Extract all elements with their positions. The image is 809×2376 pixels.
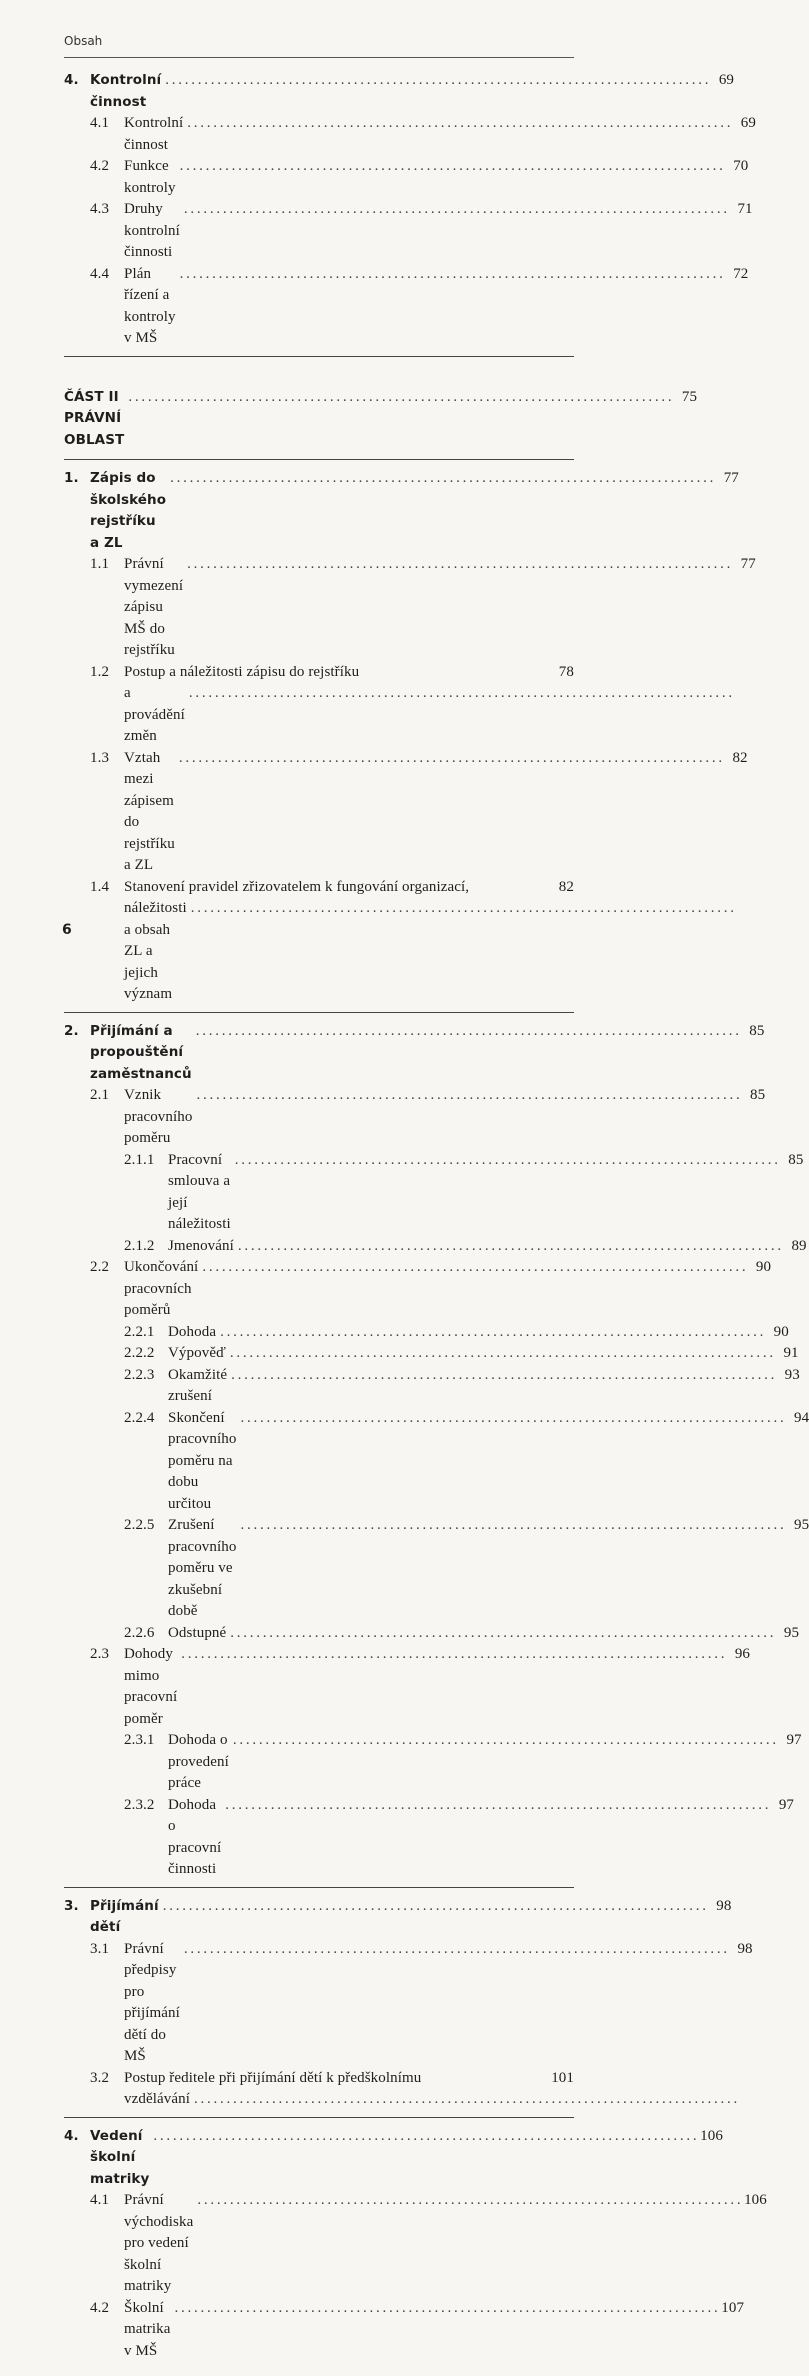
- entry-page: 77: [740, 556, 756, 572]
- toc-entry[interactable]: [64, 1644, 751, 1730]
- dot-leader: [196, 1021, 739, 1043]
- entry-title: Funkce kontroly: [124, 158, 176, 196]
- toc-entry[interactable]: [64, 1343, 799, 1365]
- entry-title: Skončení pracovního poměru na dobu určitou: [168, 1409, 237, 1512]
- entry-title-line: Postup a náležitosti zápisu do rejstříku: [124, 663, 360, 680]
- dot-leader: [220, 1322, 763, 1344]
- toc-entry[interactable]: [64, 1257, 772, 1322]
- toc-entry[interactable]: [64, 2126, 723, 2191]
- toc-entry[interactable]: [64, 2190, 767, 2298]
- entry-number: 2.2.2: [124, 1345, 155, 1361]
- entry-number: 4.: [64, 72, 79, 88]
- entry-title: Okamžité zrušení: [168, 1366, 228, 1404]
- entry-page: 71: [737, 201, 753, 217]
- header-rule: [64, 57, 574, 58]
- entry-page: 72: [733, 265, 749, 282]
- dot-leader: [179, 748, 722, 770]
- entry-title: Odstupné: [168, 1624, 227, 1641]
- entry-number: 2.2.6: [124, 1624, 155, 1641]
- entry-number: 4.: [64, 2127, 79, 2144]
- toc-entry[interactable]: [64, 1408, 809, 1516]
- entry-page: 82: [558, 878, 574, 895]
- entry-page: 97: [778, 1796, 795, 1813]
- entry-title: Dohody mimo pracovní poměr: [124, 1646, 178, 1727]
- entry-page: 78: [558, 663, 574, 680]
- dot-leader: [163, 1896, 706, 1918]
- entry-number: 2.1.2: [124, 1237, 155, 1254]
- entry-number: 3.2: [90, 2069, 110, 2086]
- entry-number: 4.1: [90, 115, 110, 131]
- entry-number: 2.1.1: [124, 1151, 155, 1168]
- toc-entry[interactable]: [64, 1623, 800, 1645]
- entry-page: 101: [551, 2069, 574, 2086]
- entry-page: 93: [784, 1366, 800, 1383]
- page-number: 6: [62, 922, 72, 938]
- dot-leader: [180, 264, 723, 286]
- entry-title-line: náležitosti a obsah ZL a jejich význam: [124, 900, 187, 1002]
- entry-page: 90: [755, 1259, 772, 1275]
- table-of-contents: [64, 70, 809, 2376]
- dot-leader: [180, 156, 723, 178]
- entry-title-line: vzdělávání: [124, 2091, 190, 2107]
- entry-number: 2.: [64, 1022, 79, 1039]
- entry-page: 75: [681, 388, 698, 405]
- entry-title: Dohoda o pracovní činnosti: [168, 1796, 222, 1877]
- entry-title: Jmenování: [168, 1237, 234, 1254]
- entry-page: 89: [791, 1237, 807, 1254]
- entry-title-line: Stanovení pravidel zřizovatelem k fungování organizací,: [124, 878, 470, 895]
- entry-title: Plán řízení a kontroly v MŠ: [124, 265, 176, 346]
- dot-leader: [230, 1343, 773, 1365]
- entry-number: 2.3.1: [124, 1732, 155, 1748]
- entry-title: Právní východiska pro vedení školní matriky: [124, 2192, 194, 2294]
- dot-leader: [191, 898, 734, 920]
- toc-entry[interactable]: [64, 554, 756, 662]
- dot-leader: [240, 1515, 783, 1537]
- toc-chapter-skolni-matrika: [64, 2126, 767, 2369]
- entry-page: 70: [733, 158, 749, 174]
- entry-title: Ukončování pracovních poměrů: [124, 1259, 199, 1318]
- toc-entry[interactable]: [64, 2068, 574, 2111]
- entry-page: 94: [794, 1409, 809, 1426]
- toc-entry[interactable]: [64, 877, 574, 1006]
- dot-leader: [184, 1939, 727, 1961]
- dot-leader: [194, 2089, 737, 2111]
- toc-chapter-kontrolni-cinnost: [64, 70, 756, 357]
- entry-title: Dohoda: [168, 1323, 217, 1340]
- entry-number: 1.1: [90, 556, 110, 572]
- entry-page: 85: [749, 1022, 765, 1039]
- entry-page: 98: [737, 1940, 753, 1957]
- part-title: ČÁST II PRÁVNÍ OBLAST: [64, 388, 125, 448]
- entry-page: 85: [788, 1151, 804, 1168]
- dot-leader: [202, 1257, 745, 1279]
- dot-leader: [187, 554, 730, 576]
- toc-entry[interactable]: [64, 1515, 809, 1623]
- toc-entry[interactable]: [64, 468, 739, 554]
- entry-number: 4.4: [90, 265, 110, 282]
- entry-number: 2.1: [90, 1087, 110, 1103]
- entry-title: Právní předpisy pro přijímání dětí do MŠ: [124, 1940, 180, 2064]
- dot-leader: [153, 2126, 696, 2148]
- entry-page: 106: [700, 2127, 723, 2144]
- entry-page: 82: [732, 749, 748, 766]
- entry-number: 3.1: [90, 1940, 110, 1957]
- dot-leader: [187, 113, 730, 135]
- toc-entry[interactable]: [64, 1085, 766, 1150]
- entry-number: 1.: [64, 470, 79, 486]
- entry-page: 107: [721, 2299, 745, 2316]
- toc-entry[interactable]: [64, 1939, 753, 2068]
- toc-entry[interactable]: [64, 1150, 804, 1236]
- entry-number: 4.2: [90, 2299, 110, 2316]
- entry-title: Zápis do školského rejstříku a ZL: [90, 470, 167, 551]
- entry-number: 4.2: [90, 158, 110, 174]
- dot-leader: [170, 468, 713, 490]
- entry-title: Vedení školní matriky: [90, 2127, 150, 2187]
- entry-title: Druhy kontrolní činnosti: [124, 201, 180, 260]
- entry-page: 69: [718, 72, 735, 88]
- dot-leader: [128, 387, 671, 409]
- toc-entry[interactable]: [64, 199, 753, 264]
- dot-leader: [235, 1150, 778, 1172]
- running-header: Obsah: [64, 34, 103, 48]
- toc-entry[interactable]: [64, 1322, 789, 1344]
- entry-page: 69: [740, 115, 756, 131]
- entry-number: 2.2: [90, 1259, 110, 1275]
- entry-number: 2.2.3: [124, 1366, 155, 1383]
- toc-entry[interactable]: [64, 748, 748, 877]
- toc-part-heading: [64, 365, 698, 461]
- entry-number: 1.2: [90, 663, 110, 680]
- toc-entry[interactable]: [64, 156, 749, 199]
- entry-page: 97: [786, 1732, 802, 1748]
- entry-title-line: a provádění změn: [124, 685, 185, 744]
- entry-number: 2.3.2: [124, 1796, 155, 1813]
- entry-title: Přijímání a propouštění zaměstnanců: [90, 1022, 192, 1082]
- entry-number: 2.2.4: [124, 1409, 155, 1426]
- toc-chapter-prijimani-deti: [64, 1896, 753, 2118]
- toc-chapter-zamestnanci: [64, 1021, 809, 1888]
- toc-entry[interactable]: [64, 70, 735, 113]
- entry-page: 77: [723, 470, 739, 486]
- dot-leader: [225, 1795, 768, 1817]
- entry-page: 96: [734, 1646, 751, 1662]
- dot-leader: [231, 1365, 774, 1387]
- entry-page: 106: [744, 2192, 767, 2208]
- dot-leader: [233, 1730, 776, 1752]
- entry-number: 1.4: [90, 878, 110, 895]
- toc-entry[interactable]: [64, 1730, 802, 1795]
- dot-leader: [240, 1408, 783, 1430]
- entry-number: 3.: [64, 1897, 79, 1914]
- entry-title: Právní vymezení zápisu MŠ do rejstříku: [124, 556, 184, 658]
- entry-page: 85: [750, 1087, 766, 1103]
- entry-number: 4.3: [90, 201, 110, 217]
- dot-leader: [230, 1623, 773, 1645]
- entry-page: 95: [794, 1517, 809, 1533]
- toc-entry[interactable]: [64, 264, 749, 350]
- toc-entry[interactable]: [64, 1236, 807, 1258]
- dot-leader: [197, 2190, 740, 2212]
- toc-entry[interactable]: [64, 1795, 795, 1881]
- entry-number: 2.3: [90, 1646, 110, 1662]
- entry-title: Dohoda o provedení práce: [168, 1732, 229, 1791]
- dot-leader: [184, 199, 727, 221]
- toc-entry[interactable]: [64, 2298, 745, 2363]
- entry-number: 4.1: [90, 2192, 110, 2208]
- entry-title: Přijímání dětí: [90, 1897, 159, 1935]
- dot-leader: [196, 1085, 739, 1107]
- toc-entry[interactable]: [64, 1896, 732, 1939]
- entry-title: Vznik pracovního poměru: [124, 1087, 193, 1146]
- toc-entry[interactable]: [64, 1365, 800, 1408]
- entry-title-line: Postup ředitele při přijímání dětí k předškolnímu: [124, 2069, 422, 2086]
- entry-number: 1.3: [90, 749, 110, 766]
- dot-leader: [181, 1644, 724, 1666]
- entry-title: Školní matrika v MŠ: [124, 2299, 171, 2359]
- entry-number: 2.2.5: [124, 1517, 155, 1533]
- entry-title: Vztah mezi zápisem do rejstříku a ZL: [124, 749, 175, 873]
- toc-entry[interactable]: [64, 662, 574, 748]
- entry-title: Pracovní smlouva a její náležitosti: [168, 1151, 231, 1232]
- dot-leader: [175, 2298, 718, 2320]
- toc-entry[interactable]: [64, 387, 698, 452]
- entry-number: 2.2.1: [124, 1323, 155, 1340]
- entry-title: Výpověď: [168, 1345, 226, 1361]
- entry-page: 91: [783, 1345, 799, 1361]
- toc-chapter-zapis: [64, 468, 756, 1013]
- toc-entry[interactable]: [64, 1021, 765, 1086]
- dot-leader: [189, 683, 732, 705]
- entry-title: Kontrolní činnost: [90, 72, 162, 110]
- entry-page: 98: [716, 1897, 732, 1914]
- dot-leader: [165, 70, 708, 92]
- toc-entry[interactable]: [64, 113, 756, 156]
- entry-title: Kontrolní činnost: [124, 115, 184, 153]
- entry-page: 95: [783, 1624, 800, 1641]
- dot-leader: [238, 1236, 781, 1258]
- entry-page: 90: [773, 1323, 789, 1340]
- entry-title: Zrušení pracovního poměru ve zkušební době: [168, 1517, 237, 1619]
